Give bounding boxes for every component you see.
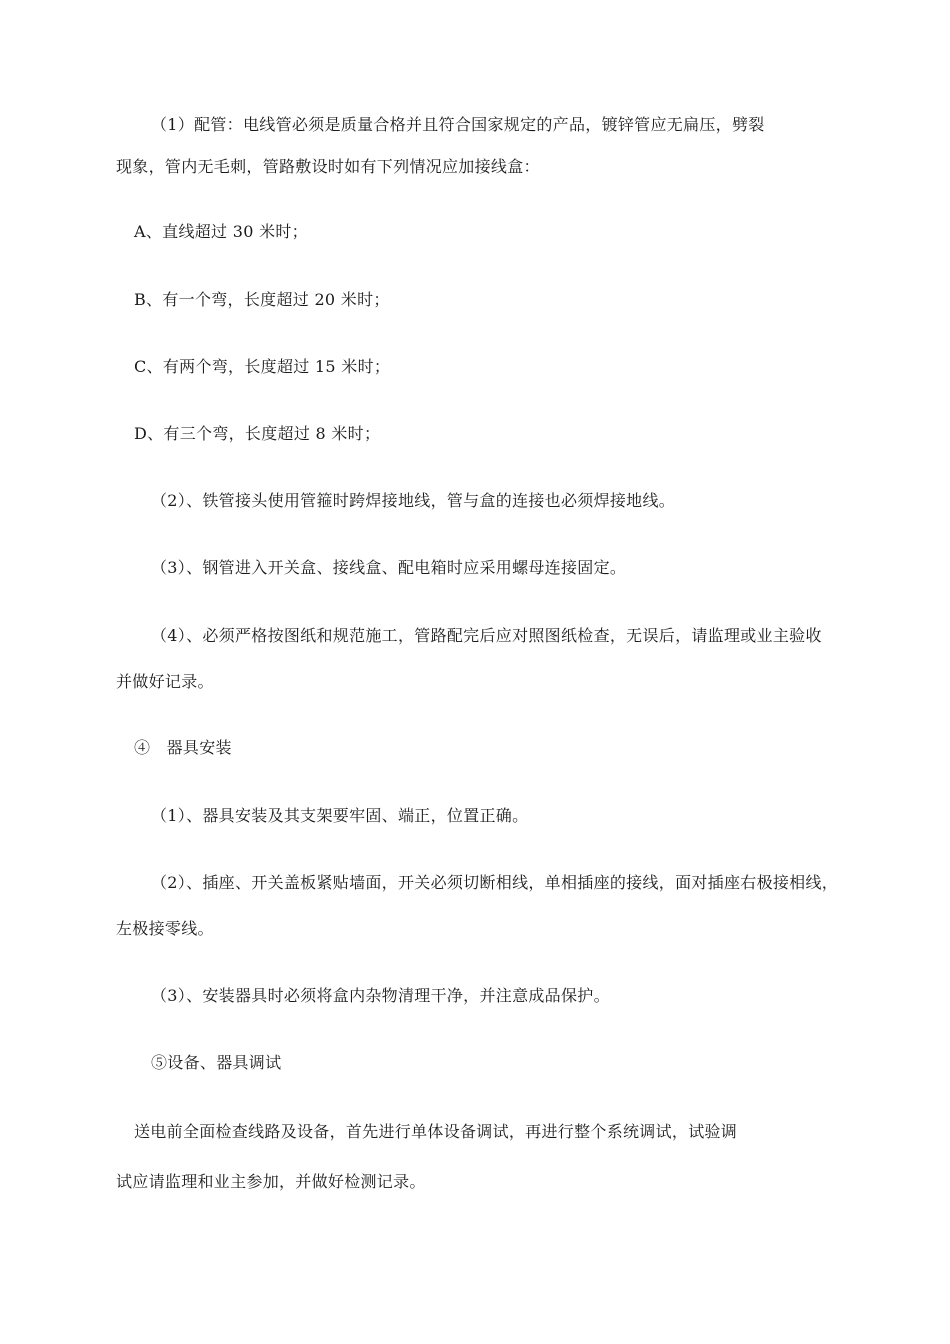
paragraph-item-2: （2）、铁管接头使用管箍时跨焊接地线，管与盒的连接也必须焊接地线。 [151,491,676,510]
paragraph-item-4-line-1: （4）、必须严格按图纸和规范施工，管路配完后应对照图纸检查，无误后，请监理或业主验收 [151,626,822,645]
paragraph-item-3: （3）、钢管进入开关盒、接线盒、配电箱时应采用螺母连接固定。 [151,558,627,577]
section-heading-fixture-installation: ④ 器具安装 [134,738,232,757]
paragraph-piping-line-1: （1）配管：电线管必须是质量合格并且符合国家规定的产品，镀锌管应无扁压，劈裂 [151,115,765,134]
paragraph-debugging-line-1: 送电前全面检查线路及设备，首先进行单体设备调试，再进行整个系统调试，试验调 [134,1122,738,1141]
list-item-d: D、有三个弯，长度超过 8 米时； [134,424,381,443]
paragraph-fixture-3: （3）、安装器具时必须将盒内杂物清理干净，并注意成品保护。 [151,986,610,1005]
list-item-b: B、有一个弯，长度超过 20 米时； [134,290,390,309]
paragraph-fixture-1: （1）、器具安装及其支架要牢固、端正，位置正确。 [151,806,529,825]
paragraph-fixture-2-line-1: （2）、插座、开关盖板紧贴墙面，开关必须切断相线，单相插座的接线，面对插座右极接相线， [151,873,839,892]
paragraph-fixture-2-line-2: 左极接零线。 [116,919,214,938]
paragraph-item-4-line-2: 并做好记录。 [116,672,214,691]
list-item-a: A、直线超过 30 米时； [134,222,308,241]
list-item-c: C、有两个弯，长度超过 15 米时； [134,357,391,376]
section-heading-equipment-debugging: ⑤设备、器具调试 [151,1053,282,1072]
paragraph-piping-line-2: 现象，管内无毛刺，管路敷设时如有下列情况应加接线盒： [116,157,540,176]
paragraph-debugging-line-2: 试应请监理和业主参加，并做好检测记录。 [116,1172,426,1191]
